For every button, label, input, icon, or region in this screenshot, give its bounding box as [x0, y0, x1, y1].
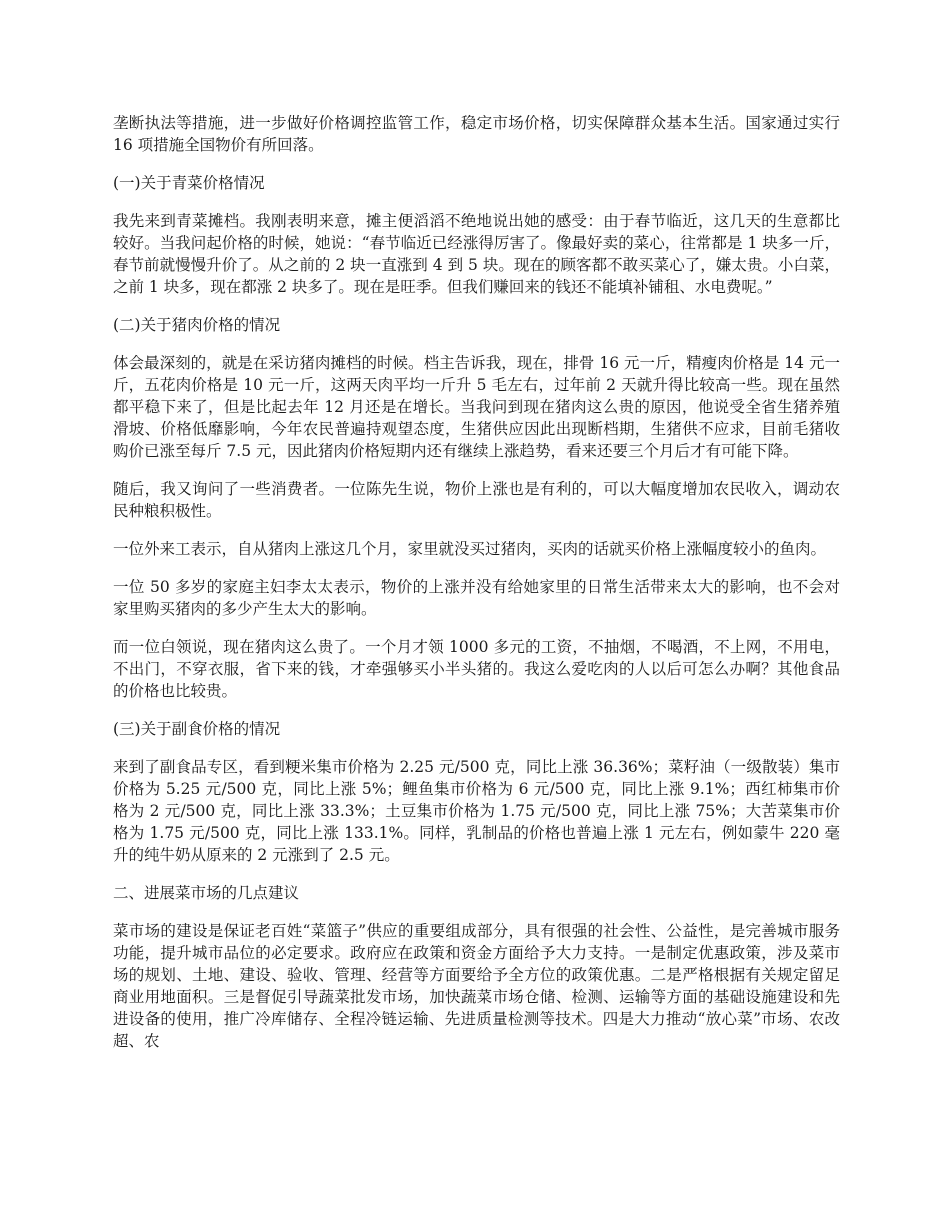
paragraph-pork-vendor: 体会最深刻的，就是在采访猪肉摊档的时候。档主告诉我，现在，排骨 16 元一斤，精瘦肉价格是 14 元一斤，五花肉价格是 10 元一斤，这两天肉平均一斤升 5 毛左右，过年前 2 天就升得比较高一些。现在虽然都平稳下来了，但是比起去年 12 月还是在增长。当我问到现在猪肉这么贵的原因，他说受全省生猪养殖滑坡、价格低靡影响，今年农民普遍持观望态度，生猪供应因此出现断档期，生猪供不应求，目前毛猪收购价已涨至每斤 7.5 元，因此猪肉价格短期内还有继续上涨趋势，看来还要三个月后才有可能下降。 [113, 354, 840, 460]
paragraph-migrant-worker: 一位外来工表示，自从猪肉上涨这几个月，家里就没买过猪肉，买肉的话就买价格上涨幅度较小的鱼肉。 [113, 540, 827, 558]
paragraph-white-collar: 而一位白领说，现在猪肉这么贵了。一个月才领 1000 多元的工资，不抽烟，不喝酒，不上网，不用电，不出门，不穿衣服，省下来的钱，才牵强够买小半头猪的。我这么爱吃肉的人以后可怎么办啊？其他食品的价格也比较贵。 [113, 638, 840, 700]
paragraph-vegetables: 我先来到青菜摊档。我刚表明来意，摊主便滔滔不绝地说出她的感受：由于春节临近，这几天的生意都比较好。当我问起价格的时候，她说：“春节临近已经涨得厉害了。像最好卖的菜心，往常都是 1 块多一斤，春节前就慢慢升价了。从之前的 2 块一直涨到 4 到 5 块。现在的顾客都不敢买菜心了，嫌太贵。小白菜，之前 1 块多，现在都涨 2 块多了。现在是旺季。但我们赚回来的钱还不能填补铺租、水电费呢。” [113, 212, 840, 296]
paragraph-intro: 垄断执法等措施，进一步做好价格调控监管工作，稳定市场价格，切实保障群众基本生活。国家通过实行 16 项措施全国物价有所回落。 [113, 114, 840, 154]
section-heading-non-staple: (三)关于副食价格的情况 [113, 720, 281, 738]
paragraph-consumer-chen: 随后，我又询问了一些消费者。一位陈先生说，物价上涨也是有利的，可以大幅度增加农民收入，调动农民种粮积极性。 [113, 480, 840, 520]
paragraph-suggestions: 菜市场的建设是保证老百姓“菜篮子”供应的重要组成部分，具有很强的社会性、公益性，是完善城市服务功能，提升城市品位的必定要求。政府应在政策和资金方面给予大力支持。一是制定优惠政策，涉及菜市场的规划、土地、建设、验收、管理、经营等方面要给予全方位的政策优惠。二是严格根据有关规定留足商业用地面积。三是督促引导蔬菜批发市场，加快蔬菜市场仓储、检测、运输等方面的基础设施建设和先进设备的使用，推广冷库储存、全程冷链运输、先进质量检测等技术。四是大力推动“放心菜”市场、农改超、农 [113, 922, 840, 1050]
section-heading-pork: (二)关于猪肉价格的情况 [113, 316, 281, 334]
document-page [113, 112, 840, 1068]
section-heading-suggestions: 二、进展菜市场的几点建议 [113, 884, 300, 902]
paragraph-housewife-li: 一位 50 多岁的家庭主妇李太太表示，物价的上涨并没有给她家里的日常生活带来太大的影响，也不会对家里购买猪肉的多少产生太大的影响。 [113, 578, 840, 618]
paragraph-non-staple-prices: 来到了副食品专区，看到粳米集市价格为 2.25 元/500 克，同比上涨 36.36%；菜籽油（一级散装）集市价格为 5.25 元/500 克，同比上涨 5%；鲤鱼集市价格为 6 元/500 克，同比上涨 9.1%；西红柿集市价格为 2 元/500 克，同比上涨 33.3%；土豆集市价格为 1.75 元/500 克，同比上涨 75%；大苦菜集市价格为 1.75 元/500 克，同比上涨 133.1%。同样，乳制品的价格也普遍上涨 1 元左右，例如蒙牛 220 毫升的纯牛奶从原来的 2 元涨到了 2.5 元。 [113, 758, 840, 864]
section-heading-vegetables: (一)关于青菜价格情况 [113, 174, 265, 192]
